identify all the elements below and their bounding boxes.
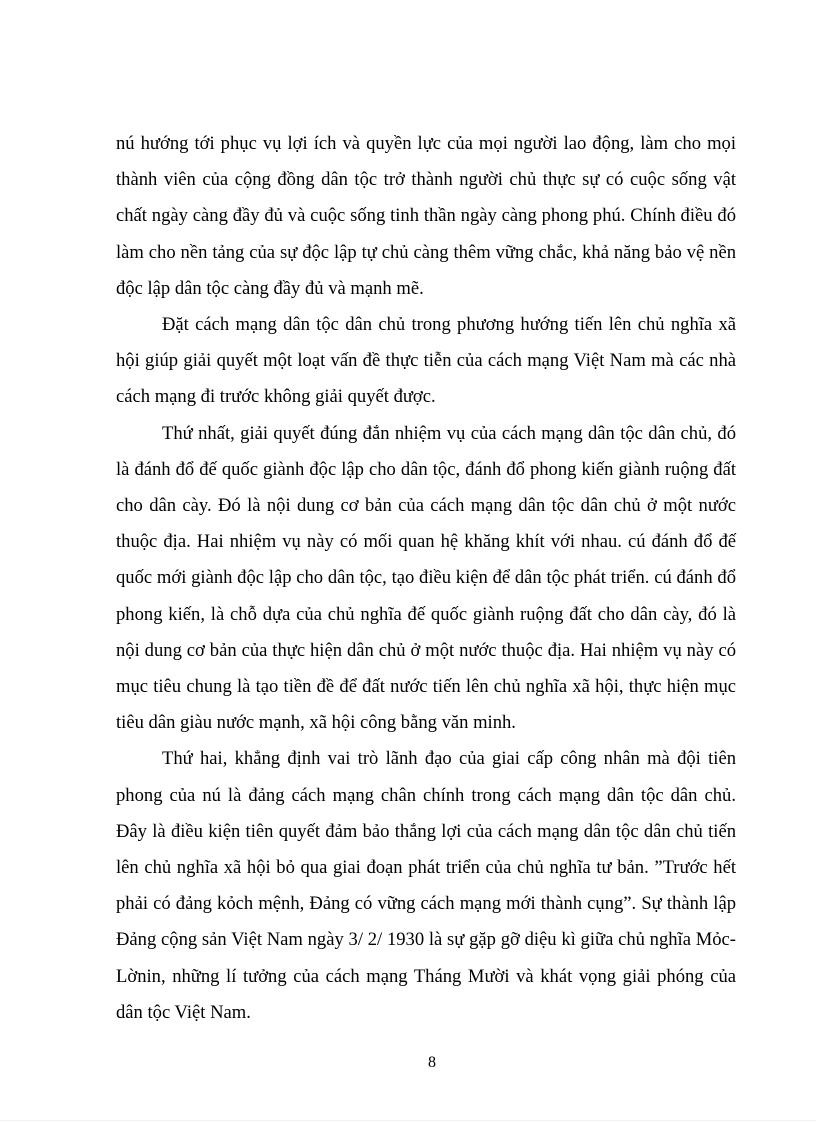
page-number: 8 bbox=[428, 1054, 436, 1071]
document-body bbox=[116, 126, 736, 1031]
page-bottom-edge bbox=[0, 1120, 816, 1121]
paragraph-second-point: Thứ hai, khẳng định vai trò lãnh đạo của giai cấp công nhân mà đội tiên phong của nú là đảng cách mạng chân chính trong cách mạng dân tộc dân chủ. Đây là điều kiện tiên quyết đảm bảo thắng lợi của cách mạng dân tộc dân chủ tiến lên chủ nghĩa xã hội bỏ qua giai đoạn phát triển của chủ nghĩa tư bản. ”Trước hết phải có đảng kỏch mệnh, Đảng có vững cách mạng mới thành cụng”. Sự thành lập Đảng cộng sản Việt Nam ngày 3/ 2/ 1930 là sự gặp gỡ diệu kì giữa chủ nghĩa Mỏc-Lờnin, những lí tưởng của cách mạng Tháng Mười và khát vọng giải phóng của dân tộc Việt Nam. bbox=[116, 748, 736, 1023]
paragraph-continuation: nú hướng tới phục vụ lợi ích và quyền lực của mọi người lao động, làm cho mọi thành viên của cộng đồng dân tộc trở thành người chủ thực sự có cuộc sống vật chất ngày càng đầy đủ và cuộc sống tinh thần ngày càng phong phú. Chính điều đó làm cho nền tảng của sự độc lập tự chủ càng thêm vững chắc, khả năng bảo vệ nền độc lập dân tộc càng đầy đủ và mạnh mẽ. bbox=[116, 133, 736, 299]
paragraph-national-democratic-revolution: Đặt cách mạng dân tộc dân chủ trong phương hướng tiến lên chủ nghĩa xã hội giúp giải quyết một loạt vấn đề thực tiễn của cách mạng Việt Nam mà các nhà cách mạng đi trước không giải quyết được. bbox=[116, 314, 736, 408]
paragraph-first-point: Thứ nhất, giải quyết đúng đắn nhiệm vụ của cách mạng dân tộc dân chủ, đó là đánh đổ đế quốc giành độc lập cho dân tộc, đánh đổ phong kiến giành ruộng đất cho dân cày. Đó là nội dung cơ bản của cách mạng dân tộc dân chủ ở một nước thuộc địa. Hai nhiệm vụ này có mối quan hệ khăng khít với nhau. cú đánh đổ đế quốc mới giành độc lập cho dân tộc, tạo điều kiện để dân tộc phát triển. cú đánh đổ phong kiến, là chỗ dựa của chủ nghĩa đế quốc giành ruộng đất cho dân cày, đó là nội dung cơ bản của thực hiện dân chủ ở một nước thuộc địa. Hai nhiệm vụ này có mục tiêu chung là tạo tiền đề để đất nước tiến lên chủ nghĩa xã hội, thực hiện mục tiêu dân giàu nước mạnh, xã hội công bằng văn minh. bbox=[116, 422, 736, 734]
